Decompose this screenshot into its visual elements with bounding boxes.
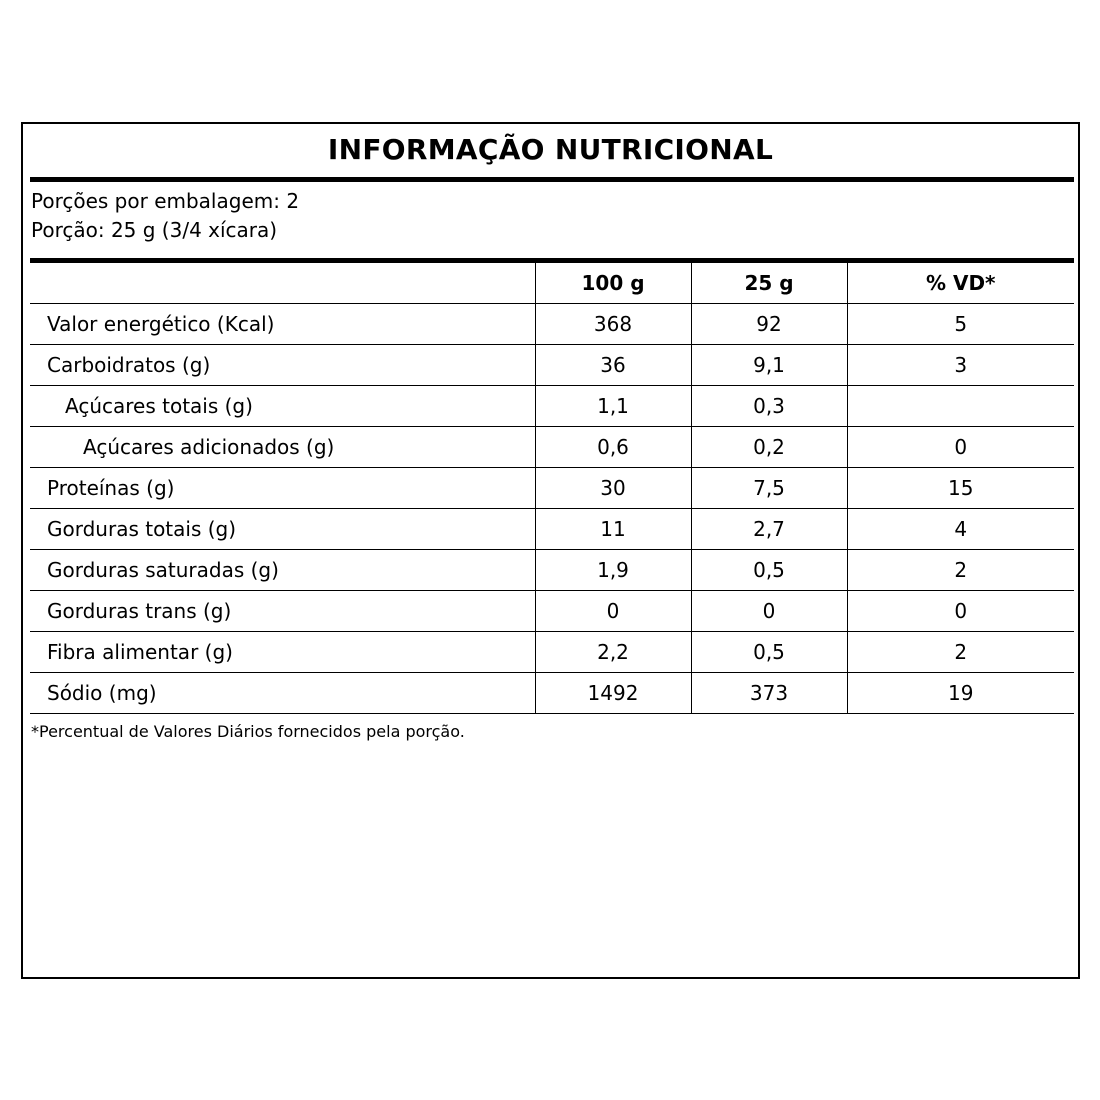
value-daily-percent: 4	[847, 509, 1074, 550]
table-row	[30, 304, 1074, 345]
column-header-per-serving: 25 g	[691, 263, 847, 304]
value-per-serving: 0,3	[691, 386, 847, 427]
value-daily-percent: 0	[847, 591, 1074, 632]
value-daily-percent: 19	[847, 673, 1074, 714]
value-per-100g: 0,6	[535, 427, 691, 468]
value-daily-percent: 0	[847, 427, 1074, 468]
value-per-serving: 0,2	[691, 427, 847, 468]
column-header-daily-value: % VD*	[847, 263, 1074, 304]
value-per-serving: 0	[691, 591, 847, 632]
table-row	[30, 427, 1074, 468]
nutrient-name: Gorduras trans (g)	[30, 591, 535, 632]
value-per-100g: 36	[535, 345, 691, 386]
nutrition-table	[30, 263, 1074, 714]
table-row	[30, 591, 1074, 632]
table-row	[30, 386, 1074, 427]
title-divider	[30, 177, 1074, 182]
value-daily-percent: 2	[847, 550, 1074, 591]
column-header-nutrient	[30, 263, 535, 304]
nutrient-name: Proteínas (g)	[30, 468, 535, 509]
value-per-100g: 1492	[535, 673, 691, 714]
nutrient-name: Valor energético (Kcal)	[30, 304, 535, 345]
table-row	[30, 468, 1074, 509]
nutrition-table-body	[30, 304, 1074, 714]
nutrient-name: Açúcares totais (g)	[30, 386, 535, 427]
serving-size: Porção: 25 g (3/4 xícara)	[31, 218, 278, 242]
nutrient-name: Açúcares adicionados (g)	[30, 427, 535, 468]
nutrient-name: Gorduras totais (g)	[30, 509, 535, 550]
servings-per-package: Porções por embalagem: 2	[31, 189, 300, 213]
nutrient-name: Fibra alimentar (g)	[30, 632, 535, 673]
value-daily-percent: 2	[847, 632, 1074, 673]
value-per-serving: 373	[691, 673, 847, 714]
value-per-serving: 0,5	[691, 550, 847, 591]
value-per-100g: 30	[535, 468, 691, 509]
value-per-100g: 2,2	[535, 632, 691, 673]
value-daily-percent: 3	[847, 345, 1074, 386]
value-daily-percent: 15	[847, 468, 1074, 509]
label-title: INFORMAÇÃO NUTRICIONAL	[327, 133, 774, 166]
value-per-100g: 11	[535, 509, 691, 550]
column-header-per-100g: 100 g	[535, 263, 691, 304]
table-row	[30, 673, 1074, 714]
value-daily-percent: 5	[847, 304, 1074, 345]
value-per-100g: 1,9	[535, 550, 691, 591]
table-row	[30, 550, 1074, 591]
value-per-serving: 0,5	[691, 632, 847, 673]
nutrient-name: Carboidratos (g)	[30, 345, 535, 386]
table-row	[30, 632, 1074, 673]
value-per-100g: 368	[535, 304, 691, 345]
value-per-serving: 9,1	[691, 345, 847, 386]
value-per-100g: 0	[535, 591, 691, 632]
value-daily-percent	[847, 386, 1074, 427]
table-header-row	[30, 263, 1074, 304]
nutrient-name: Gorduras saturadas (g)	[30, 550, 535, 591]
nutrition-facts-panel	[21, 122, 1080, 979]
value-per-100g: 1,1	[535, 386, 691, 427]
table-row	[30, 509, 1074, 550]
table-row	[30, 345, 1074, 386]
value-per-serving: 2,7	[691, 509, 847, 550]
value-per-serving: 7,5	[691, 468, 847, 509]
nutrient-name: Sódio (mg)	[30, 673, 535, 714]
footnote: *Percentual de Valores Diários fornecidos pela porção.	[31, 722, 465, 741]
value-per-serving: 92	[691, 304, 847, 345]
